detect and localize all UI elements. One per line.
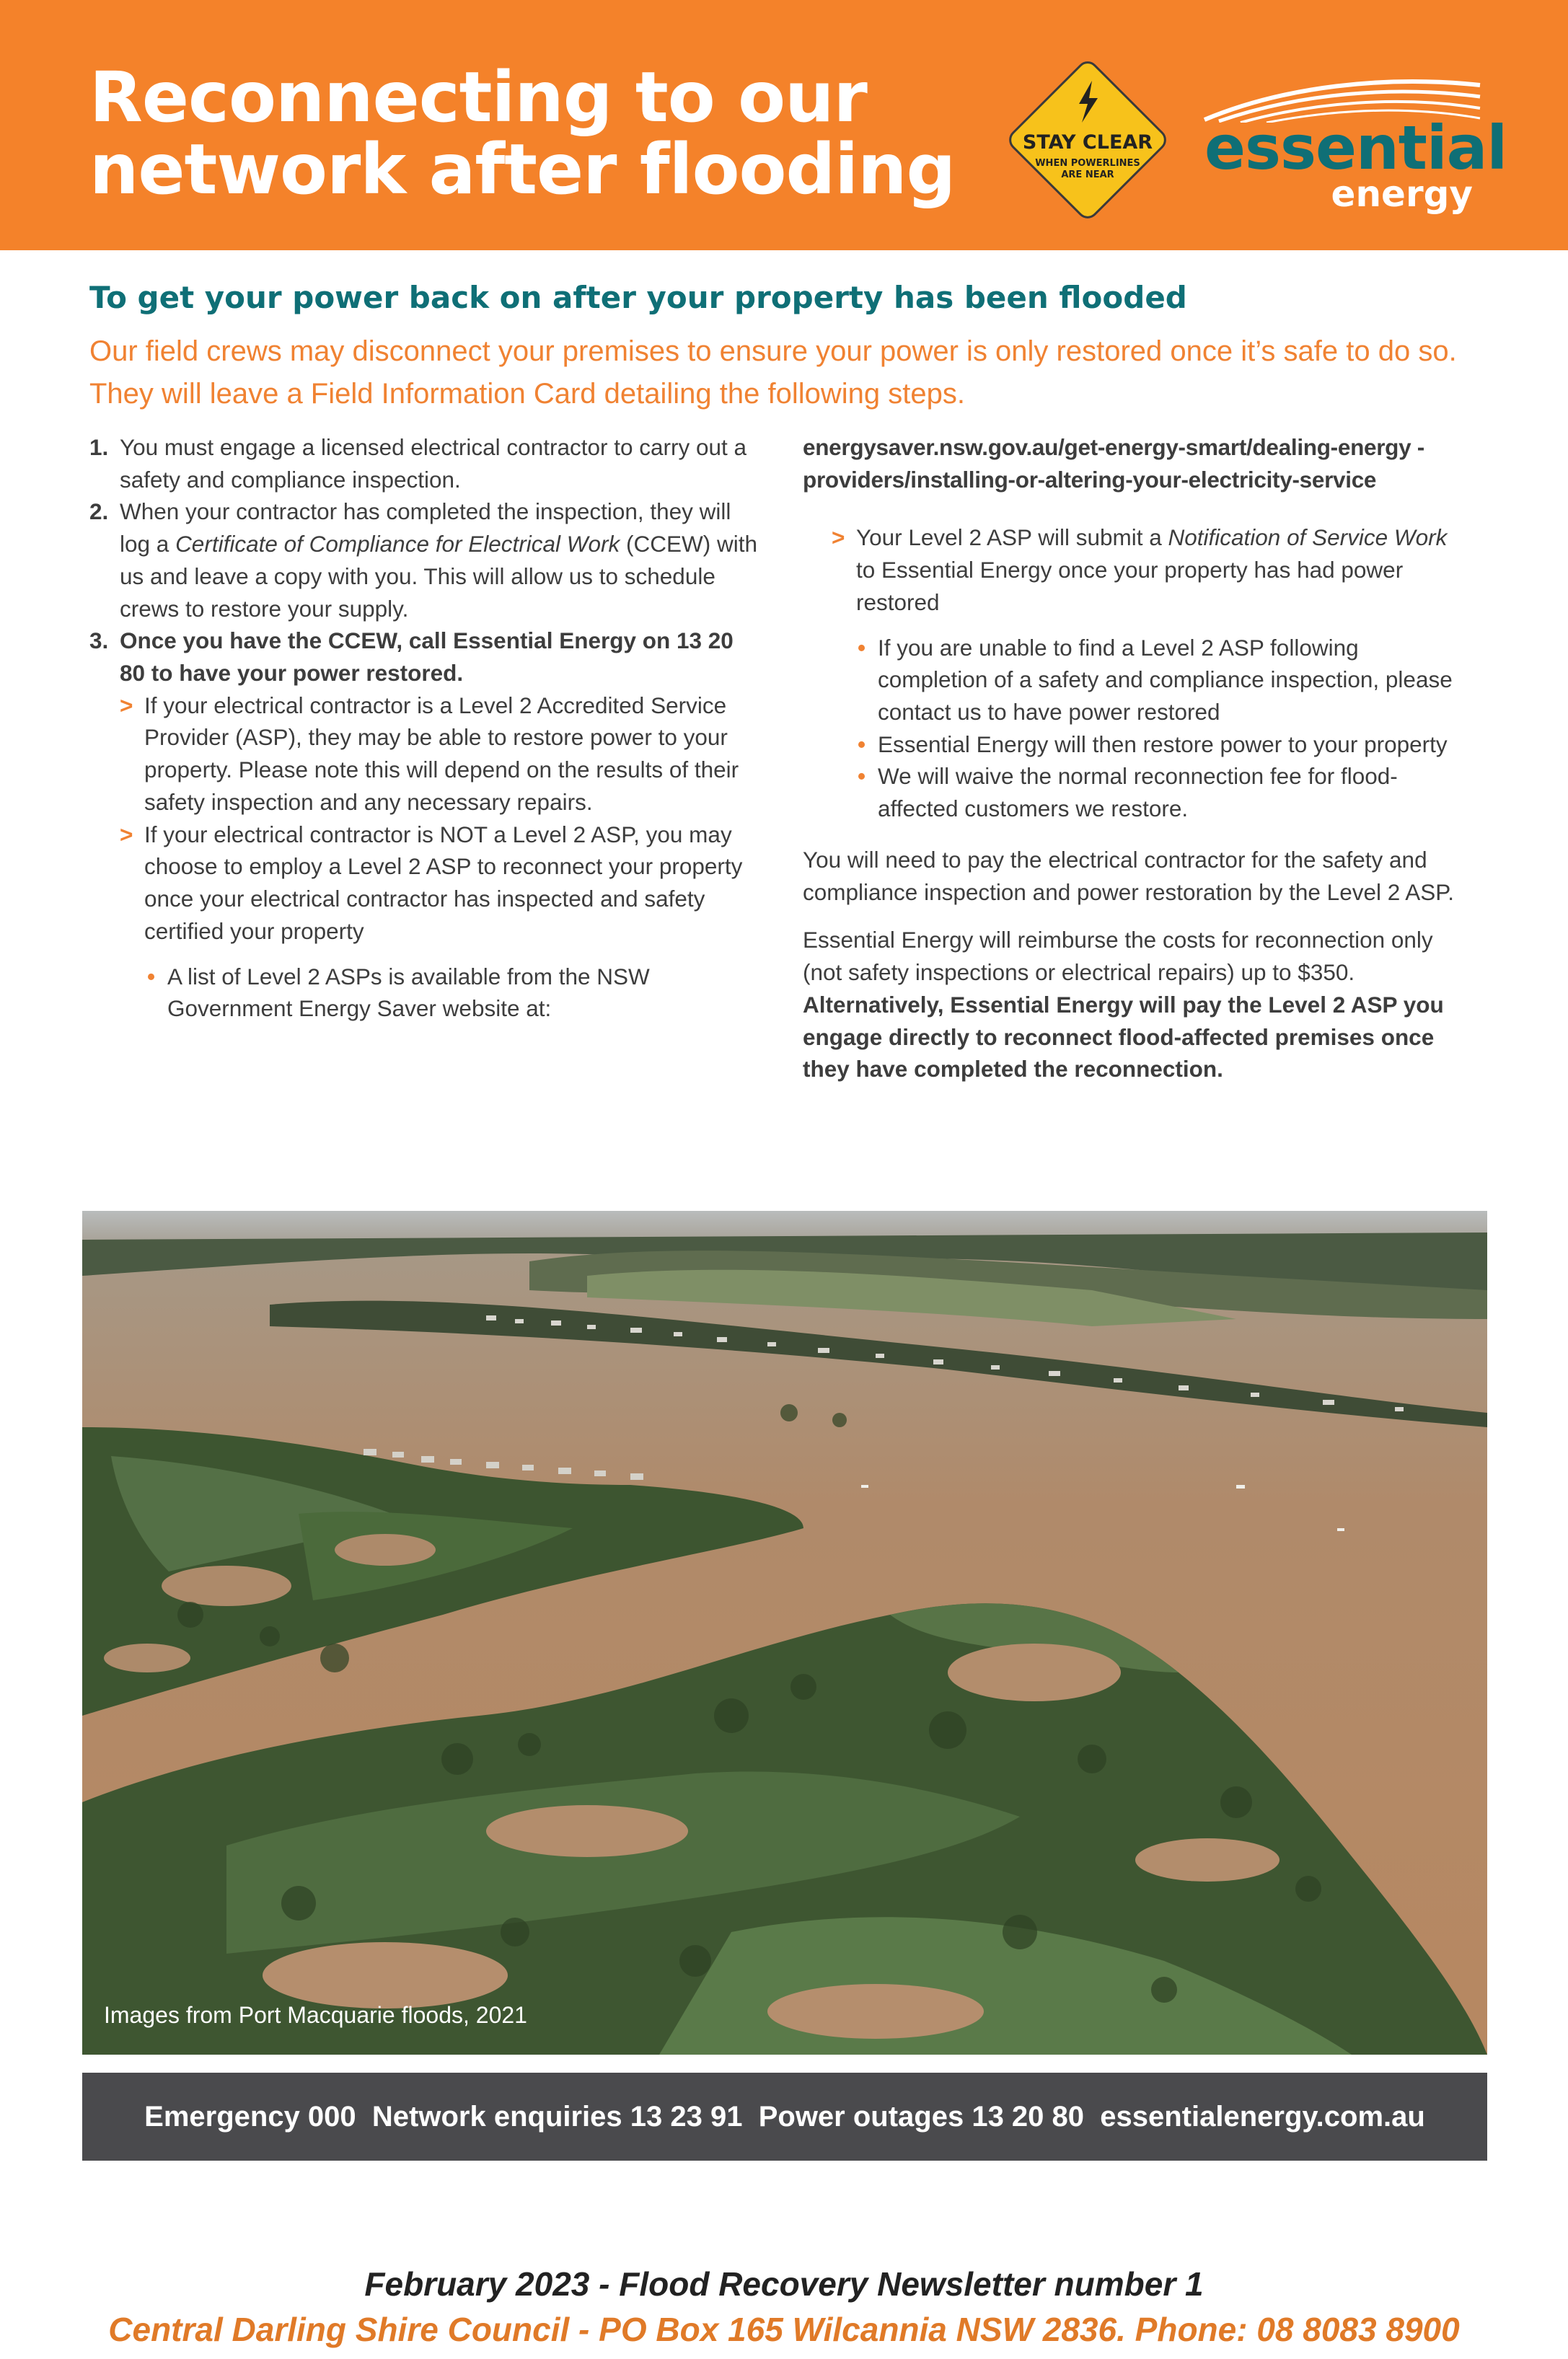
logo-word: essential bbox=[1204, 113, 1507, 183]
arrow-text-b: to Essential Energy once your property has had power restored bbox=[856, 557, 1404, 615]
stay-clear-sign bbox=[1004, 56, 1171, 224]
step-2 bbox=[89, 495, 760, 625]
notification-term: Notification of Service Work bbox=[1168, 524, 1448, 551]
step-3 bbox=[89, 625, 760, 689]
chevron-right-icon: > bbox=[120, 821, 133, 847]
chevron-right-icon: > bbox=[120, 692, 133, 718]
title-line-2: network after flooding bbox=[89, 128, 956, 210]
bullet-icon: • bbox=[147, 963, 156, 989]
footer-council-line: Central Darling Shire Council - PO Box 165 Wilcannia NSW 2836. Phone: 08 8083 8900 bbox=[108, 2311, 1460, 2348]
section-heading: To get your power back on after your property has been flooded bbox=[89, 280, 1187, 315]
step-text-a: When your contractor has completed the inspection, they will log a bbox=[120, 498, 731, 557]
right-column bbox=[803, 431, 1466, 1101]
footer-newsletter-line: February 2023 - Flood Recovery Newsletter number 1 bbox=[364, 2265, 1204, 2303]
flood-illustration bbox=[82, 1211, 1487, 2055]
step-text: Once you have the CCEW, call Essential Energy on 13 20 80 to have your power restored. bbox=[120, 627, 734, 687]
bullet-icon: • bbox=[858, 731, 866, 757]
bullet-icon: • bbox=[858, 763, 866, 790]
flood-aerial-photo bbox=[82, 1211, 1487, 2055]
asp-list-bullet bbox=[89, 961, 760, 1025]
intro-text: Our field crews may disconnect your premises to ensure your power is only restored once it’s safe to do so. They will leave a Field Information Card detailing the following steps. bbox=[89, 335, 1457, 410]
alternative-text: Alternatively, Essential Energy will pay the Level 2 ASP you engage directly to reconnect flood-affected premises once they have completed the reconnection. bbox=[803, 991, 1444, 1083]
bullet-text: We will waive the normal reconnection fee for flood-affected customers we restore. bbox=[878, 763, 1398, 822]
bullet-icon: • bbox=[858, 634, 866, 661]
right-bullet-2 bbox=[803, 728, 1466, 761]
contact-bar bbox=[82, 2073, 1487, 2161]
energysaver-link[interactable]: energysaver.nsw.gov.au/get-energy-smart/dealing-energy -providers/installing-or-altering-your-electricity-service bbox=[803, 434, 1424, 493]
bullet-text: Essential Energy will then restore power to your property bbox=[878, 731, 1448, 757]
payment-paragraph: You will need to pay the electrical contractor for the safety and compliance inspection and power restoration by the Level 2 ASP. bbox=[803, 846, 1454, 905]
right-bullet-1 bbox=[803, 632, 1466, 728]
sub-item-level2-asp bbox=[89, 689, 760, 819]
sub-item-not-level2-asp bbox=[89, 819, 760, 948]
reimburse-paragraph bbox=[803, 924, 1466, 1085]
logo-subword: energy bbox=[1331, 173, 1473, 215]
step-text-b: (CCEW) with us and leave a copy with you. This will allow us to schedule crews to restore your supply. bbox=[120, 531, 758, 622]
stay-clear-headline: STAY CLEAR bbox=[1022, 131, 1153, 154]
right-bullet-3 bbox=[803, 760, 1466, 824]
ccew-term: Certificate of Compliance for Electrical Work bbox=[175, 531, 620, 557]
chevron-right-icon: > bbox=[832, 524, 845, 551]
header-banner bbox=[0, 0, 1568, 250]
stay-clear-sub-2: ARE NEAR bbox=[1061, 169, 1114, 180]
step-number: 1. bbox=[89, 434, 109, 460]
essential-energy-logo bbox=[1197, 72, 1507, 216]
sub-item-text: If your electrical contractor is a Level 2 Accredited Service Provider (ASP), they may be able to restore power to your property. Please note this will depend on the results of their safety inspection and any necessary repairs. bbox=[144, 692, 739, 815]
photo-caption: Images from Port Macquarie floods, 2021 bbox=[104, 2002, 527, 2028]
contact-text: Emergency 000 Network enquiries 13 23 91 Power outages 13 20 80 essentialenergy.com.au bbox=[144, 2100, 1425, 2133]
step-1 bbox=[89, 431, 760, 495]
left-column bbox=[89, 431, 760, 1025]
notification-item bbox=[803, 521, 1466, 618]
sub-item-text: If your electrical contractor is NOT a Level 2 ASP, you may choose to employ a Level 2 ASP to reconnect your property once your electrical contractor has inspected and safety certified your property bbox=[144, 821, 743, 944]
step-number: 2. bbox=[89, 498, 109, 525]
bullet-text: A list of Level 2 ASPs is available from the NSW Government Energy Saver website at: bbox=[167, 963, 650, 1022]
bullet-text: If you are unable to find a Level 2 ASP following completion of a safety and compliance inspection, please contact us to have power restored bbox=[878, 634, 1453, 726]
page-title bbox=[89, 57, 956, 210]
arrow-text-a: Your Level 2 ASP will submit a bbox=[856, 524, 1168, 551]
step-number: 3. bbox=[89, 627, 109, 654]
reimburse-text: Essential Energy will reimburse the costs for reconnection only (not safety inspections or electrical repairs) up to $350. bbox=[803, 927, 1433, 986]
title-line-1: Reconnecting to our bbox=[89, 57, 867, 138]
stay-clear-sub-1: WHEN POWERLINES bbox=[1035, 158, 1140, 169]
step-text: You must engage a licensed electrical contractor to carry out a safety and compliance inspection. bbox=[120, 434, 747, 493]
